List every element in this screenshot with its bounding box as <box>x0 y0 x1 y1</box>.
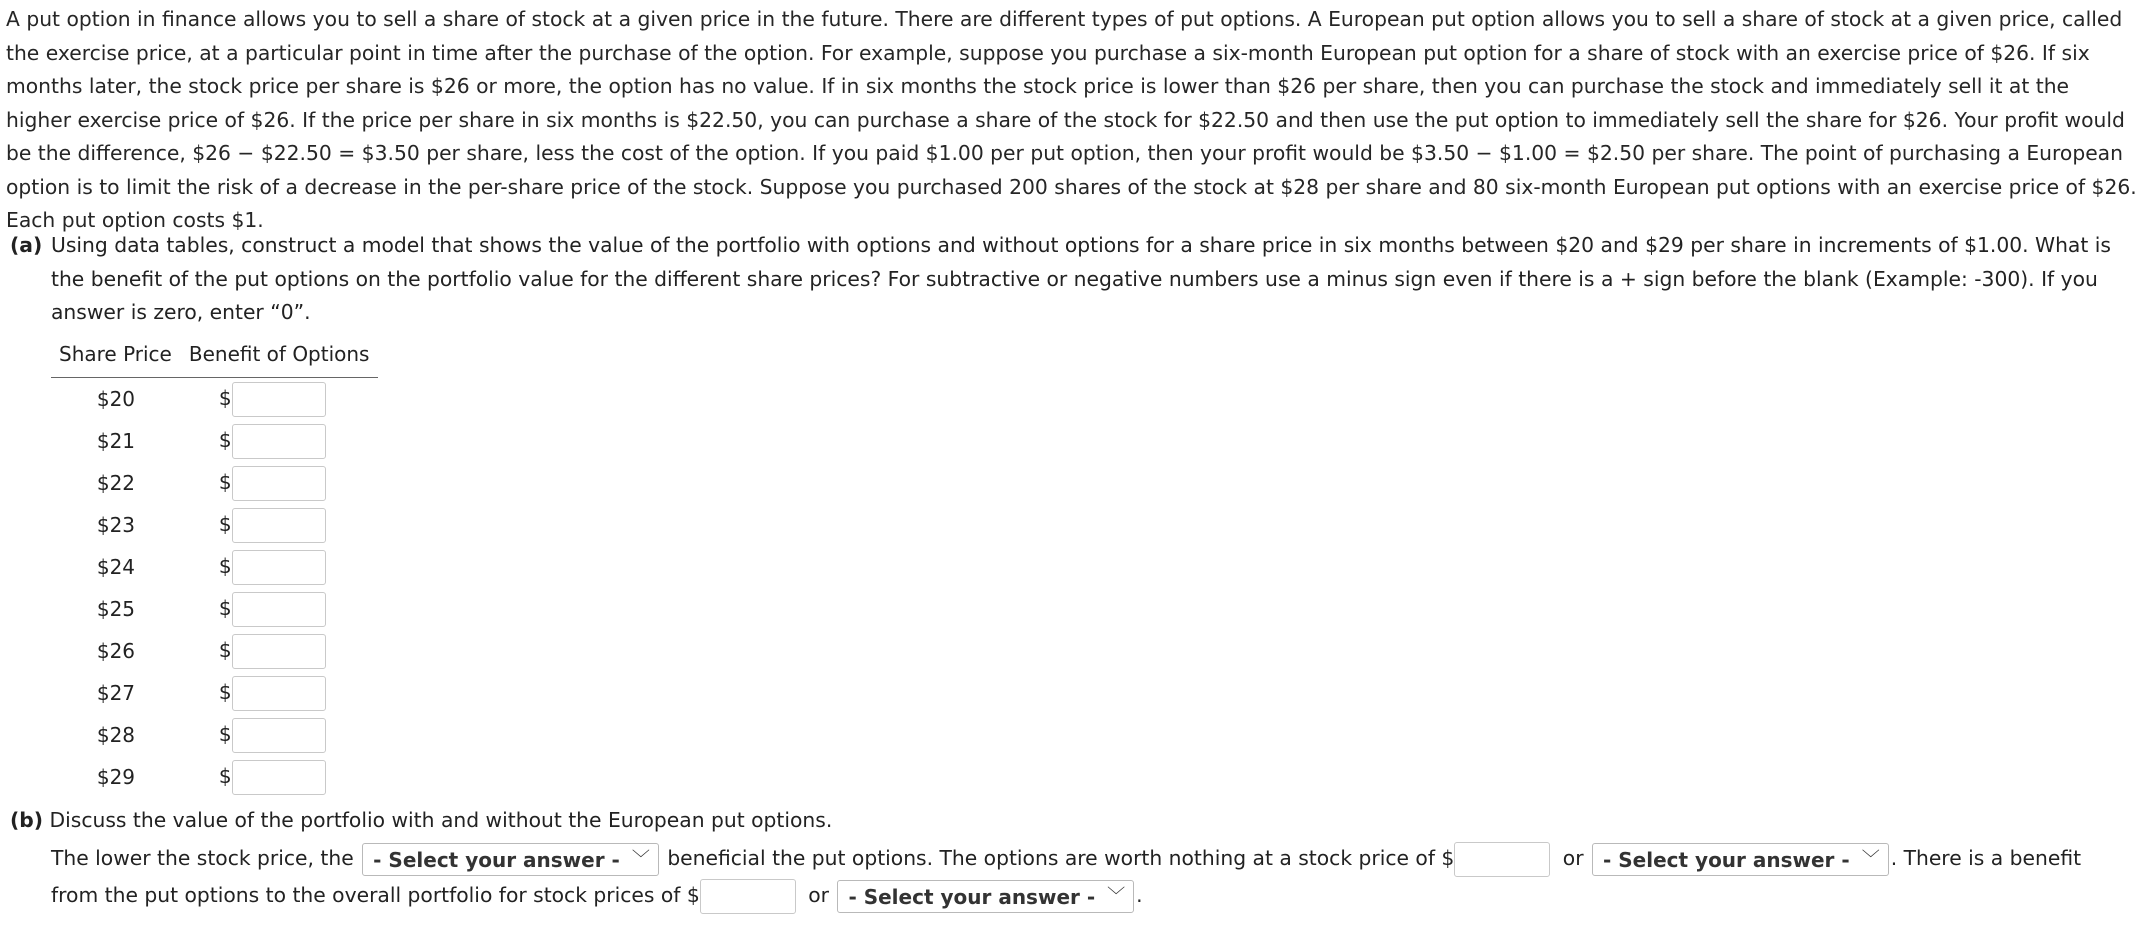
part-b-text-2: beneficial the put options. The options are worth nothing at a stock price of $ <box>667 846 1455 870</box>
share-price-cell: $28 <box>96 723 136 747</box>
part-b-text-1: The lower the stock price, the <box>51 846 354 870</box>
dollar-sign: $ <box>218 637 232 662</box>
dollar-sign: $ <box>218 385 232 410</box>
table-row <box>51 672 378 714</box>
select-placeholder: - Select your answer - <box>1603 847 1850 872</box>
share-price-cell: $20 <box>96 387 136 411</box>
worthless-range-select[interactable] <box>1592 843 1889 876</box>
table-row <box>51 714 378 756</box>
dollar-sign: $ <box>218 679 232 704</box>
part-b-sentence <box>51 840 2131 914</box>
benefit-input[interactable] <box>232 760 326 795</box>
benefit-input[interactable] <box>232 424 326 459</box>
dollar-sign: $ <box>218 595 232 620</box>
share-price-cell: $25 <box>96 597 136 621</box>
chevron-down-icon: ﹀ <box>1861 848 1880 870</box>
table-row <box>51 504 378 546</box>
dollar-sign: $ <box>218 553 232 578</box>
benefit-input[interactable] <box>232 466 326 501</box>
dollar-sign: $ <box>218 721 232 746</box>
benefit-input[interactable] <box>232 382 326 417</box>
table-row <box>51 756 378 798</box>
dollar-sign: $ <box>218 511 232 536</box>
part-b-label: (b) <box>10 808 44 832</box>
share-price-cell: $26 <box>96 639 136 663</box>
table-row <box>51 546 378 588</box>
header-share-price: Share Price <box>51 337 181 378</box>
table-row <box>51 462 378 504</box>
benefit-input[interactable] <box>232 676 326 711</box>
benefit-input[interactable] <box>232 550 326 585</box>
or-text: or <box>808 883 829 907</box>
table-row <box>51 378 378 421</box>
share-price-cell: $23 <box>96 513 136 537</box>
table-row <box>51 588 378 630</box>
benefit-input[interactable] <box>232 634 326 669</box>
dollar-sign: $ <box>218 763 232 788</box>
part-b <box>10 804 832 837</box>
share-price-cell: $29 <box>96 765 136 789</box>
dollar-sign: $ <box>218 469 232 494</box>
share-price-cell: $21 <box>96 429 136 453</box>
share-price-cell: $24 <box>96 555 136 579</box>
table-row <box>51 630 378 672</box>
part-b-end: . <box>1136 883 1143 907</box>
chevron-down-icon: ﹀ <box>631 848 650 870</box>
part-a <box>10 229 2135 330</box>
part-b-text-3: . There is a benefit from the put options to the overall portfolio for stock prices of $ <box>51 846 2082 907</box>
chevron-down-icon: ﹀ <box>1107 885 1126 907</box>
select-placeholder: - Select your answer - <box>373 847 620 872</box>
dollar-sign: $ <box>218 427 232 452</box>
header-benefit: Benefit of Options <box>181 337 379 378</box>
share-price-cell: $22 <box>96 471 136 495</box>
or-text: or <box>1562 846 1584 870</box>
benefit-direction-select[interactable] <box>362 843 659 876</box>
part-b-heading: Discuss the value of the portfolio with and without the European put options. <box>49 808 833 832</box>
table-row <box>51 420 378 462</box>
part-a-label: (a) <box>10 233 43 257</box>
benefit-range-select[interactable] <box>837 880 1134 913</box>
intro-paragraph: A put option in finance allows you to sell a share of stock at a given price in the future. There are different types of put options. A European put option allows you to sell a share of stock at a given price, called the exercise price, at a particular point in time after the purchase of the option. For example, suppose you purchase a six-month European put option for a share of stock with an exercise price of $26. If six months later, the stock price per share is $26 or more, the option has no value. If in six months the stock price is lower than $26 per share, then you can purchase the stock and immediately sell it at the higher exercise price of $26. If the price per share in six months is $22.50, you can purchase a share of the stock for $22.50 and then use the put option to immediately sell the share for $26. Your profit would be the difference, $26 − $22.50 = $3.50 per share, less the cost of the option. If you paid $1.00 per put option, then your profit would be $3.50 − $1.00 = $2.50 per share. The point of purchasing a European option is to limit the risk of a decrease in the per-share price of the stock. Suppose you purchased 200 shares of the stock at $28 per share and 80 six-month European put options with an exercise price of $26. Each put option costs $1. <box>6 7 2137 232</box>
worthless-price-input[interactable] <box>1454 842 1550 877</box>
select-placeholder: - Select your answer - <box>848 884 1096 909</box>
benefit-table <box>51 337 378 798</box>
benefit-input[interactable] <box>232 592 326 627</box>
benefit-price-input[interactable] <box>700 879 796 914</box>
benefit-input[interactable] <box>232 718 326 753</box>
benefit-input[interactable] <box>232 508 326 543</box>
part-a-text: Using data tables, construct a model that shows the value of the portfolio with options and without options for a share price in six months between $20 and $29 per share in increments of $1.00. What is the benefit of the put options on the portfolio value for the different share prices? For subtractive or negative numbers use a minus sign even if there is a + sign before the blank (Example: -300). If you answer is zero, enter “0”. <box>51 233 2111 324</box>
share-price-cell: $27 <box>96 681 136 705</box>
